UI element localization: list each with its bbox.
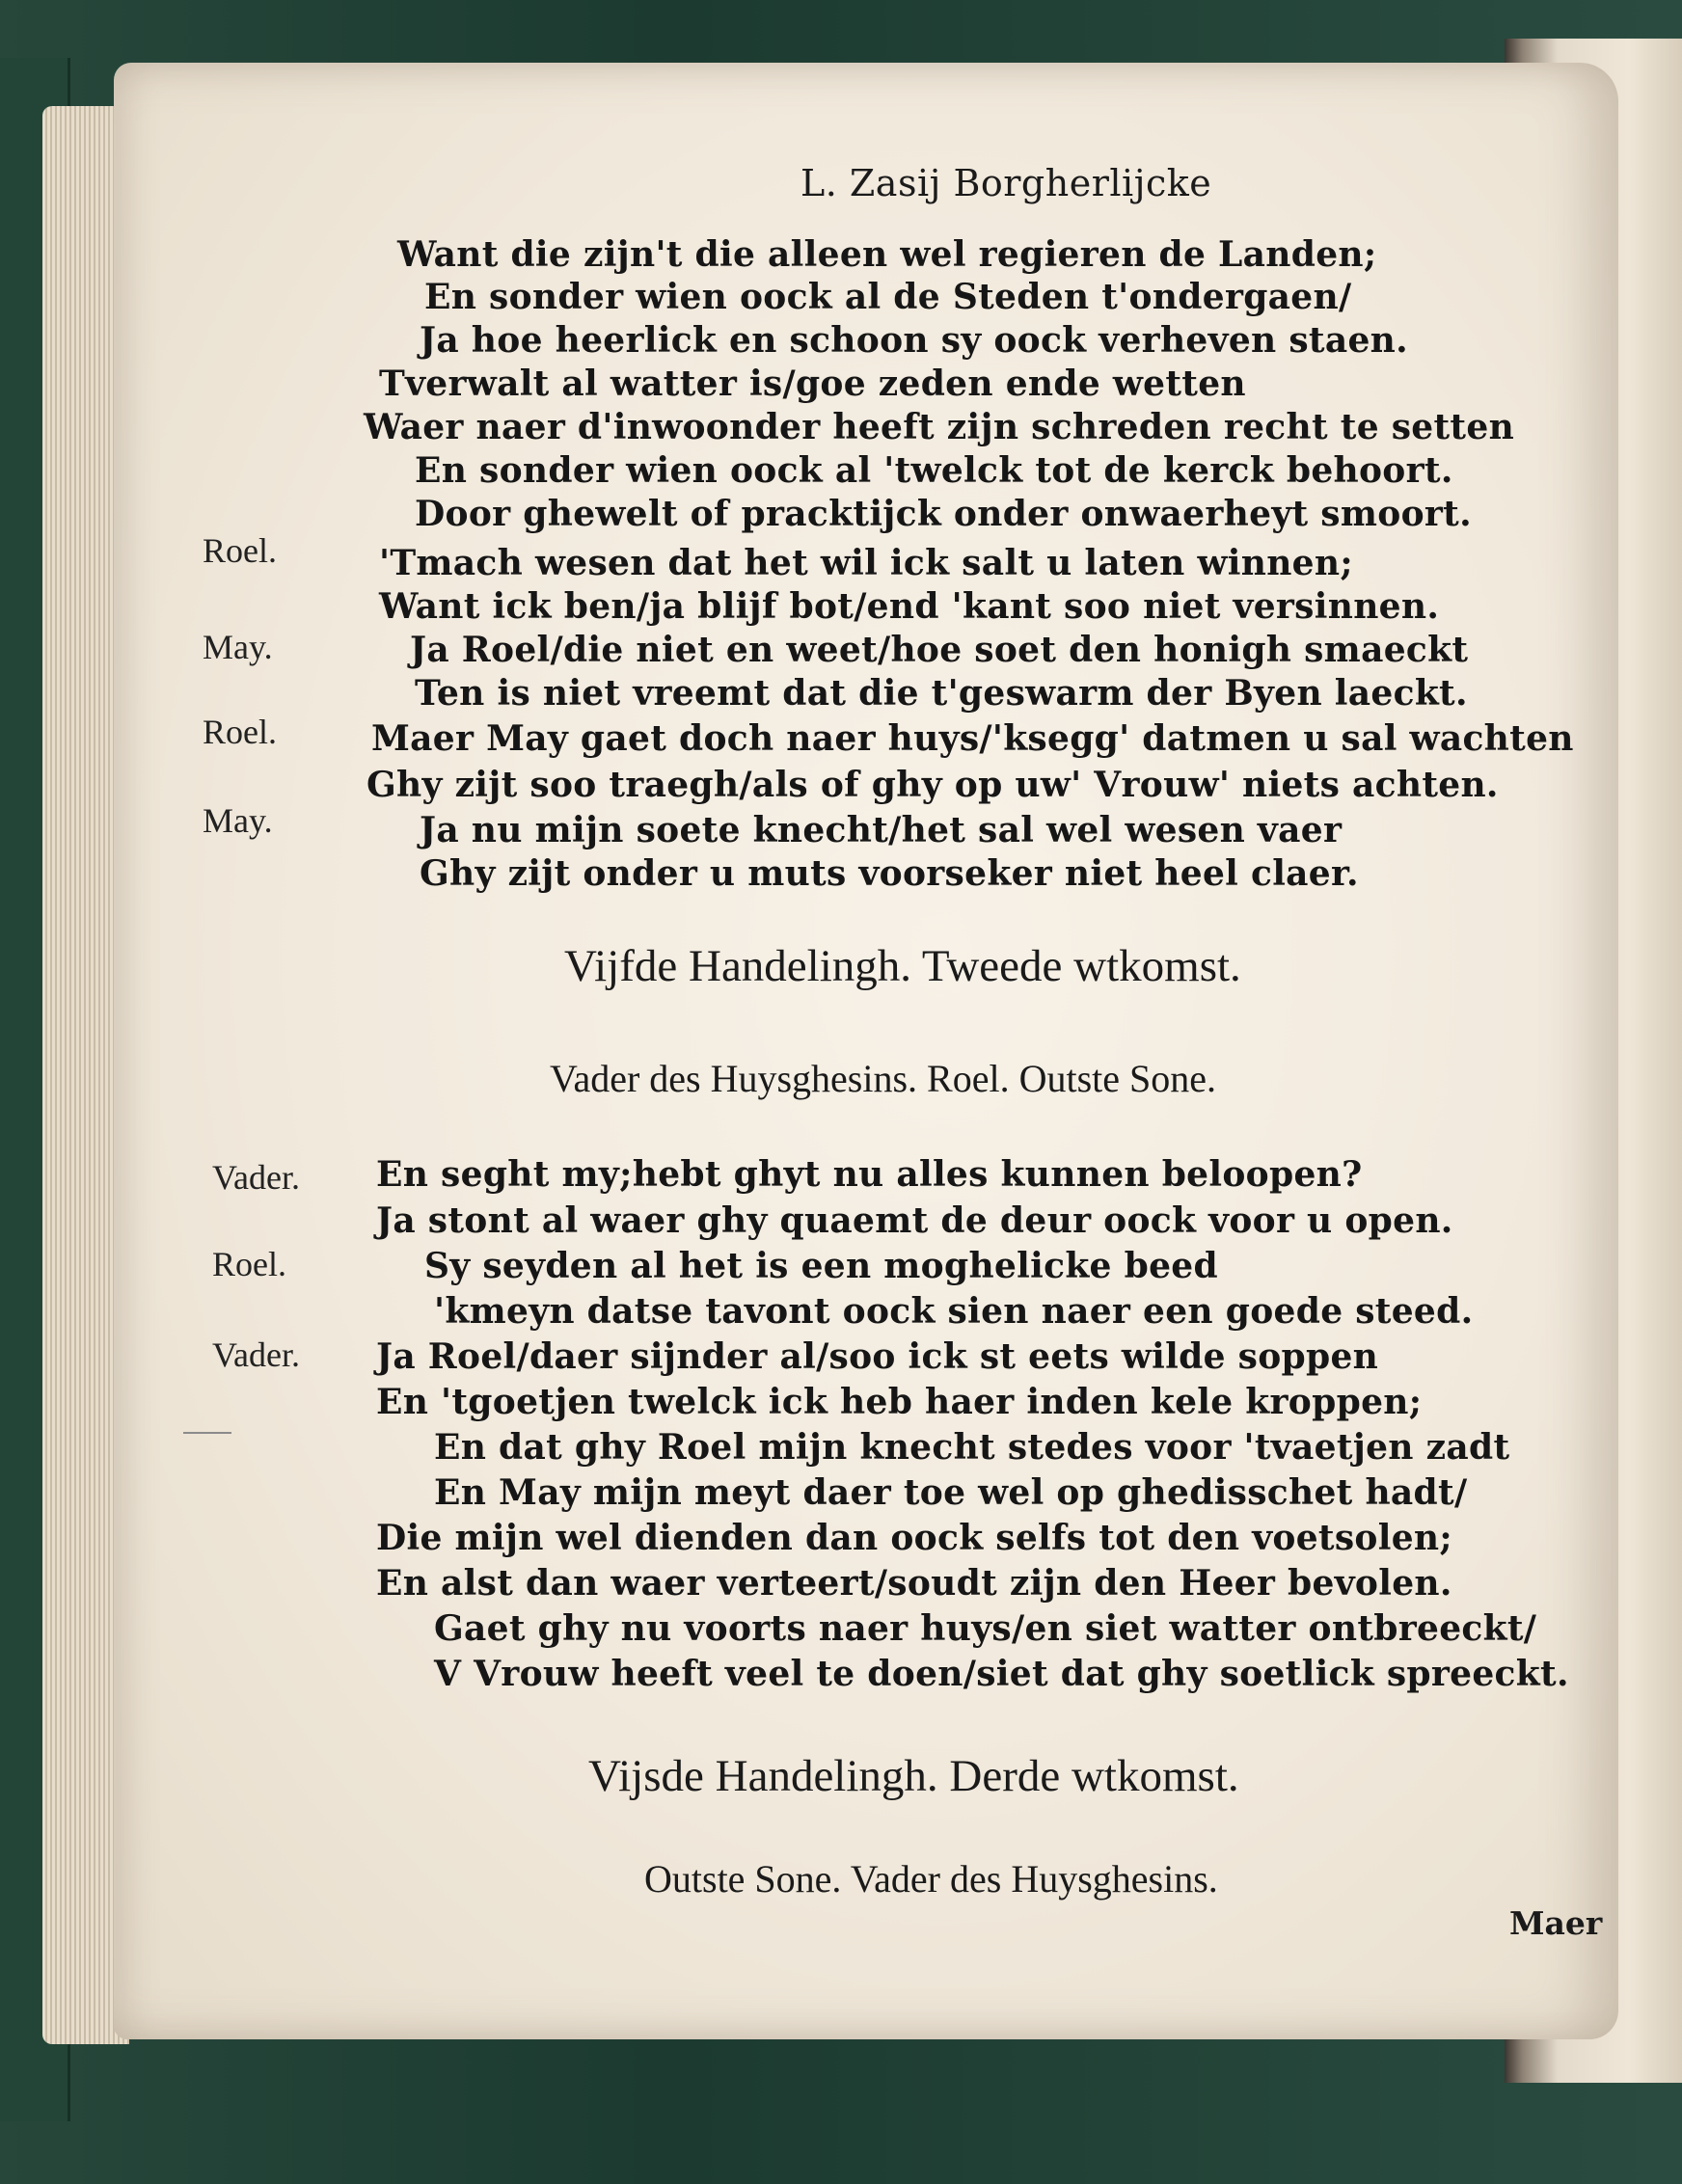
verse-line: En May mijn meyt daer toe wel op ghedisschet hadt/ (434, 1472, 1468, 1513)
verse-line: En sonder wien oock al de Steden t'ondergaen/ (424, 277, 1352, 317)
verse-line: Ja stont al waer ghy quaemt de deur oock voor u open. (376, 1200, 1453, 1241)
scene-heading: Vijsde Handelingh. Derde wtkomst. (588, 1751, 1239, 1801)
verse-line: Want die zijn't die alleen wel regieren de Landen; (397, 234, 1377, 275)
speaker-label: Vader. (212, 1335, 300, 1374)
verse-line: Gaet ghy nu voorts naer huys/en siet watter ontbreeckt/ (434, 1608, 1537, 1649)
speaker-label: Roel. (212, 1245, 286, 1283)
verse-line: Ja Roel/die niet en weet/hoe soet den honigh smaeckt (410, 630, 1469, 670)
verse-line: Tverwalt al watter is/goe zeden ende wetten (379, 364, 1246, 404)
verse-line: Ja nu mijn soete knecht/het sal wel wesen vaer (420, 810, 1343, 850)
verse-line: En sonder wien oock al 'twelck tot de kerck behoort. (415, 450, 1453, 491)
verse-line: Want ick ben/ja blijf bot/end 'kant soo niet versinnen. (379, 586, 1440, 627)
verse-line: En 'tgoetjen twelck ick heb haer inden kele kroppen; (376, 1382, 1423, 1422)
catchword: Maer (1509, 1904, 1603, 1942)
verse-line: En alst dan waer verteert/soudt zijn den Heer bevolen. (376, 1563, 1452, 1604)
verse-line: Ten is niet vreemt dat die t'geswarm der Byen laeckt. (415, 673, 1468, 714)
verse-line: Ja Roel/daer sijnder al/soo ick st eets wilde soppen (376, 1336, 1379, 1377)
speaker-label: Vader. (212, 1158, 300, 1197)
running-head: L. Zasij Borgherlijcke (800, 162, 1212, 204)
speaker-label: Roel. (203, 713, 277, 751)
verse-line: Maer May gaet doch naer huys/'ksegg' datmen u sal wachten (371, 718, 1574, 759)
verse-line: V Vrouw heeft veel te doen/siet dat ghy soetlick spreeckt. (434, 1654, 1569, 1694)
verse-line: Die mijn wel dienden dan oock selfs tot den voetsolen; (376, 1518, 1452, 1558)
verse-line: Sy seyden al het is een moghelicke beed (424, 1246, 1218, 1286)
scene-persons: Outste Sone. Vader des Huysghesins. (644, 1857, 1218, 1901)
scene-persons: Vader des Huysghesins. Roel. Outste Sone. (550, 1057, 1217, 1100)
verse-line: En seght my;hebt ghyt nu alles kunnen beloopen? (376, 1154, 1363, 1195)
verse-line: Ghy zijt onder u muts voorseker niet heel claer. (420, 853, 1359, 894)
margin-dash (183, 1432, 231, 1434)
verse-line: Door ghewelt of pracktijck onder onwaerheyt smoort. (415, 494, 1472, 534)
verse-line: Ghy zijt soo traegh/als of ghy op uw' Vrouw' niets achten. (366, 765, 1499, 805)
verse-line: 'Tmach wesen dat het wil ick salt u laten winnen; (379, 543, 1353, 583)
verse-line: Ja hoe heerlick en schoon sy oock verheven staen. (420, 320, 1408, 361)
speaker-label: May. (203, 628, 273, 666)
scene-heading: Vijfde Handelingh. Tweede wtkomst. (564, 941, 1241, 991)
verse-line: Waer naer d'inwoonder heeft zijn schreden recht te setten (364, 407, 1515, 447)
speaker-label: May. (203, 801, 273, 840)
verse-line: 'kmeyn datse tavont oock sien naer een goede steed. (434, 1291, 1474, 1332)
speaker-label: Roel. (203, 531, 277, 570)
verse-line: En dat ghy Roel mijn knecht stedes voor 'tvaetjen zadt (434, 1427, 1510, 1468)
